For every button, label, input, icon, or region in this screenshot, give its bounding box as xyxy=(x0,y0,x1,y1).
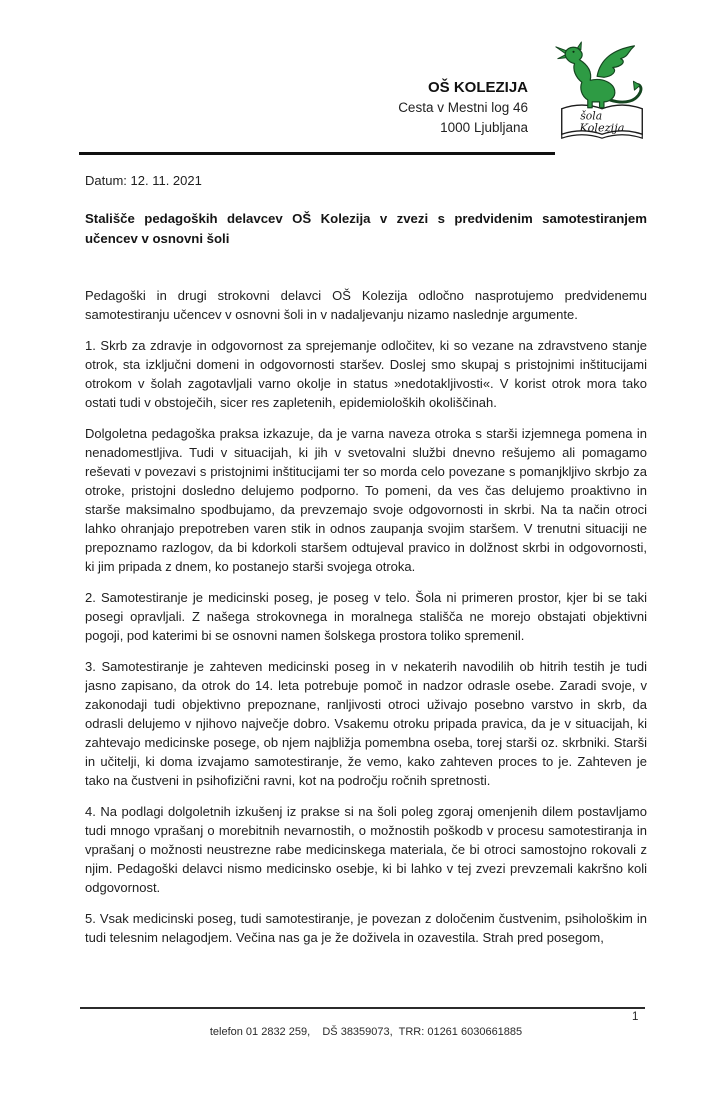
document-title: Stališče pedagoških delavcev OŠ Kolezija v zvezi s predvidenim samotestiranjem učencev v osnovni šoli xyxy=(85,211,647,246)
logo-book-text-line2: Kolezija xyxy=(579,121,625,135)
letterhead xyxy=(398,78,528,138)
school-logo xyxy=(552,40,652,150)
date-line: Datum: 12. 11. 2021 xyxy=(85,173,202,188)
logo-book-text-line1: šola xyxy=(580,109,603,123)
school-address-city: 1000 Ljubljana xyxy=(440,120,528,135)
page-number: 1 xyxy=(632,1011,639,1023)
school-address-street: Cesta v Mestni log 46 xyxy=(398,100,528,115)
school-name: OŠ KOLEZIJA xyxy=(427,79,528,96)
body-paragraph: 3. Samotestiranje je zahteven medicinski poseg in v nekaterih navodilih ob hitrih testih je tudi jasno zapisano, da otrok do 14. leta potrebuje pomoč in nadzor odrasle osebe. Zaradi svoje, v zakonodaji tudi objektivno prepoznane, ranljivosti otroci uživajo posebno varstvo in skrb, da odrasli delujemo v njihovo največje dobro. Vsakemu otroku pripada pravica, da je v situacijah, ki zahtevajo medicinske posege, ob njem najbližja pomembna oseba, torej starši oz. skrbniki. Starši in učitelji, ki doma izvajamo samotestiranje, že vemo, kako zahteven proces to je. Zahteven je tako na čustveni in psihofizični ravni, kot na področju ročnih spretnosti. xyxy=(85,659,647,788)
header-divider-line xyxy=(79,152,555,155)
body-paragraph: Pedagoški in drugi strokovni delavci OŠ Kolezija odločno nasprotujemo predvidenemu samotestiranju učencev v osnovni šoli in v nadaljevanju nizamo naslednje argumente. xyxy=(85,288,647,322)
footer-contact-line: telefon 01 2832 259, DŠ 38359073, TRR: 01261 6030661885 xyxy=(209,1026,523,1038)
body-paragraph: 4. Na podlagi dolgoletnih izkušenj iz prakse si na šoli poleg zgoraj omenjenih dilem postavljamo tudi mnogo vprašanj o morebitnih nevarnostih, o možnostih poškodb v procesu samotestiranja in vprašanj o možnosti neustrezne rabe medicinskega materiala, če bi otroci samostojno rokovali z njim. Pedagoški delavci nismo medicinsko osebje, ki bi lahko v tej zvezi prevzemali kakršno koli odgovornost. xyxy=(85,804,647,895)
body-paragraph: Dolgoletna pedagoška praksa izkazuje, da je varna naveza otroka s starši izjemnega pomena in nenadomestljiva. Tudi v situacijah, ki jih v svetovalni službi dnevno rešujemo ali pomagamo reševati v povezavi s pristojnimi inštitucijami ter so morda celo povezane s pomanjkljivo skrbjo za otroke, pristojni dosledno delujemo podporno. To pomeni, da ves čas delujemo proaktivno in starše maksimalno spodbujamo, da prevzemajo svoje odgovornosti in skrbi. Na ta način otroci lahko ohranjajo prepotreben varen stik in odnos zaupanja svojim staršem. V trenutni situaciji ne prepoznamo razlogov, da bi kdorkoli staršem odtujeval pravico in dolžnost skrbi in odgovornosti, ki jim pripada z dnem, ko postanejo starši svojega otroka. xyxy=(85,426,647,574)
dragon-icon xyxy=(556,42,641,108)
document-body xyxy=(85,286,647,1006)
body-paragraph: 1. Skrb za zdravje in odgovornost za sprejemanje odločitev, ki so vezane na zdravstveno stanje otrok, sta izključni domeni in odgovornosti staršev. Doslej smo skupaj s pristojnimi inštitucijami otrokom v šolah zagotavljali varno okolje in status »nedotakljivosti«. V korist otrok mora tako ostati tudi v obstoječih, sicer res zapletenih, epidemioloških okoliščinah. xyxy=(85,338,647,410)
footer-divider-line xyxy=(80,1007,645,1009)
body-paragraph: 2. Samotestiranje je medicinski poseg, je poseg v telo. Šola ni primeren prostor, kjer bi se taki posegi opravljali. Z našega strokovnega in moralnega stališča ne morejo obstajati objektivni pogoji, pod katerimi bi se osnovni namen šolskega prostora toliko spremenil. xyxy=(85,590,647,643)
body-paragraph: 5. Vsak medicinski poseg, tudi samotestiranje, je povezan z določenim čustvenim, psihološkim in tudi telesnim nelagodjem. Večina nas ga je že doživela in ozavestila. Strah pred posegom, xyxy=(85,911,647,945)
